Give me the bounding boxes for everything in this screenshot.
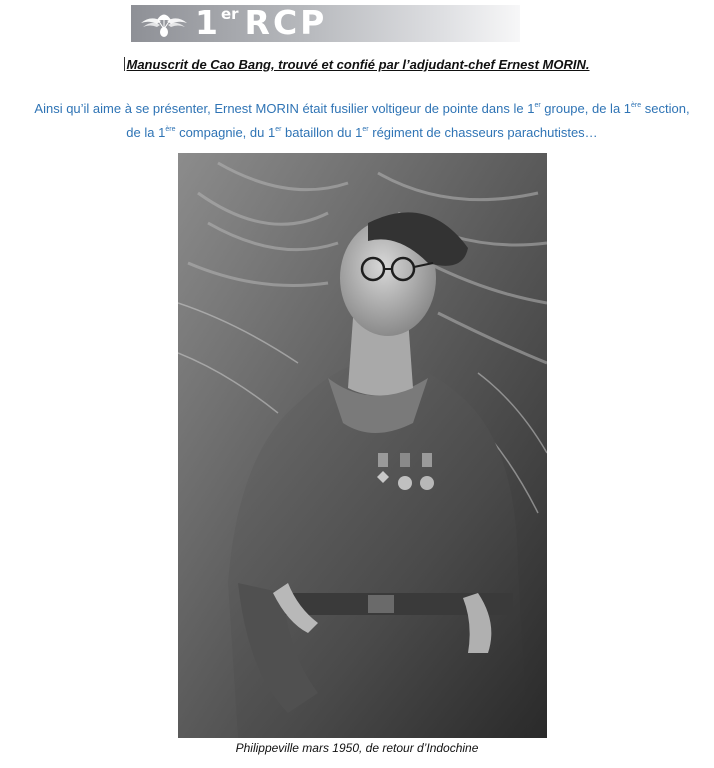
intro-paragraph — [30, 95, 694, 143]
soldier-portrait-photo — [178, 153, 547, 738]
banner-superscript: er — [220, 5, 239, 23]
heading-text: Manuscrit de Cao Bang, trouvé et confié par l’adjudant-chef Ernest MORIN. — [126, 57, 590, 72]
intro-text-5: bataillon du 1 — [281, 125, 363, 140]
intro-sup-5: er — [362, 126, 369, 133]
intro-sup-3: ère — [165, 126, 176, 133]
intro-text-2: groupe, de la 1 — [540, 101, 632, 116]
banner-number: 1 — [195, 3, 221, 42]
intro-sup-4: er — [275, 126, 282, 133]
intro-text-6: régiment de chasseurs parachutistes… — [368, 125, 598, 140]
intro-sup-1: er — [534, 102, 541, 109]
banner-text: RCP — [244, 3, 328, 42]
intro-text-4: compagnie, du 1 — [175, 125, 276, 140]
document-heading — [0, 57, 714, 72]
photo-caption: Philippeville mars 1950, de retour d’Indochine — [235, 741, 479, 755]
intro-text-3: section, de la 1 — [126, 101, 690, 140]
parachute-wings-icon — [139, 7, 189, 40]
intro-sup-2: ère — [631, 102, 642, 109]
header-banner — [131, 5, 520, 42]
banner-title — [195, 3, 327, 42]
soldier-portrait-photo-icon — [178, 153, 547, 738]
intro-text-1: Ainsi qu’il aime à se présenter, Ernest MORIN était fusilier voltigeur de pointe dans le 1 — [34, 101, 535, 116]
